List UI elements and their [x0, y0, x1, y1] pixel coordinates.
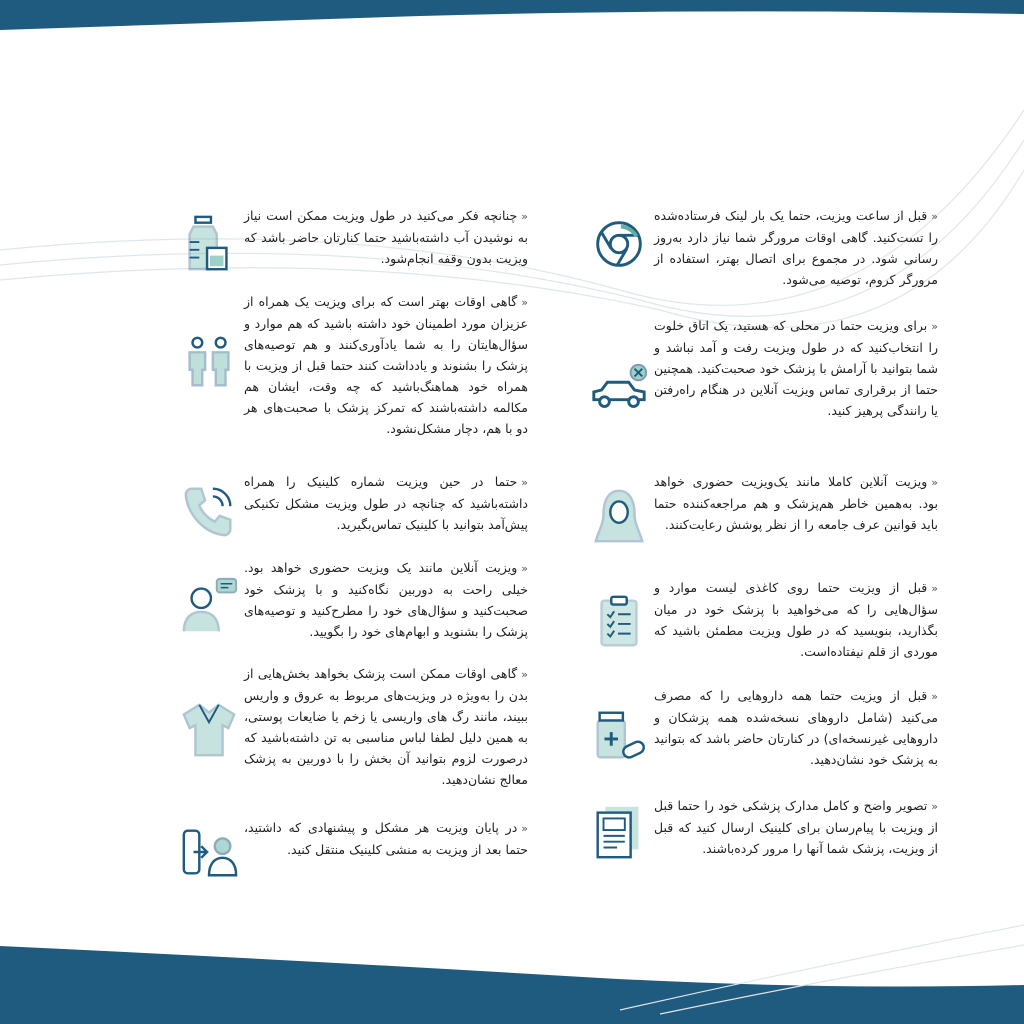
- tip-text: «تصویر واضح و کامل مدارک پزشکی خود را حتما قبل از ویزیت با پیام‌رسان برای کلینیک ارسال کنید که قبل از ویزیت، پزشک شما آنها را مرور کرده‌باشند.: [654, 798, 938, 856]
- water-bottle-icon: [174, 209, 244, 279]
- tip-text: «ویزیت آنلاین کاملا مانند یک‌ویزیت حضوری خواهد بود. به‌همین خاطر هم‌پزشک و هم مراجعه‌کننده حتما باید قوانین عرف جامعه را از نظر پوشش رعایت‌کنند.: [654, 474, 938, 532]
- car-cancel-icon: [584, 355, 654, 425]
- phone-call-icon: [174, 475, 244, 545]
- tip-clinic-number: [150, 471, 550, 545]
- medicine-icon: [584, 701, 654, 771]
- tip-dress-code: [560, 471, 960, 551]
- tip-question-list: [560, 577, 960, 662]
- tip-text: «قبل از ویزیت حتما همه داروهایی را که مصرف می‌کنید (شامل داروهای نسخه‌شده همه پزشکان و داروهایی غیرنسخه‌ای) در کنارتان حاضر باشد که بتوانید به پزشک خود نشان‌دهید.: [654, 688, 938, 767]
- tip-text: «ویزیت آنلاین مانند یک ویزیت حضوری خواهد بود. خیلی راحت به دوربین نگاه‌کنید و با پزشک خود صحبت‌کنید و سؤال‌های خود را مطرح‌کنید و توصیه‌های پزشک را بشنوید و ابهام‌های خود را بگویید.: [244, 560, 528, 639]
- documents-icon: [584, 797, 654, 867]
- tip-medical-documents: [560, 795, 960, 867]
- doctor-chat-icon: [174, 571, 244, 641]
- tip-text: «گاهی اوقات بهتر است که برای ویزیت یک همراه از عزیزان مورد اطمینان خود داشته باشید که هم موارد و سؤال‌هایتان را به شما یادآوری‌کنند و هم توصیه‌های پزشک را بشنوند و یادداشت کنند حتما قبل از ویزیت با همراه خود هماهنگ‌باشید که چه وقت، ایشان هم مکالمه داشته‌باشند که تمرکز پزشک با صحبت‌های هر دو با هم، دچار مشکل‌نشود.: [244, 294, 528, 436]
- tip-water: [150, 205, 550, 279]
- two-people-icon: [174, 327, 244, 397]
- tip-text: «حتما در حین ویزیت شماره کلینیک را همراه داشته‌باشید که چنانچه در طول ویزیت مشکل تکنیکی پیش‌آمد بتوانید با کلینیک تماس‌بگیرید.: [244, 474, 528, 532]
- tip-text: «قبل از ساعت ویزیت، حتما یک بار لینک فرستاده‌شده را تست‌کنید. گاهی اوقات مرورگر شما نیاز دارد به‌روز رسانی شود. در مجموع برای اتصال بهتر، استفاده از مرورگر کروم، توصیه می‌شود.: [654, 208, 938, 287]
- tip-medications: [560, 685, 960, 771]
- tip-text: «چنانچه فکر می‌کنید در طول ویزیت ممکن است نیاز به نوشیدن آب داشته‌باشید حتما کنارتان حاضر باشد که ویزیت بدون وقفه انجام‌شود.: [244, 208, 528, 266]
- tip-companion: [150, 291, 550, 439]
- checklist-icon: [584, 587, 654, 657]
- tip-text: «در پایان ویزیت هر مشکل و پیشنهادی که داشتید، حتما بعد از ویزیت به منشی کلینیک منتقل کنید.: [244, 820, 528, 857]
- tip-browser-test: [560, 205, 960, 290]
- shirt-icon: [174, 695, 244, 765]
- hijab-woman-icon: [584, 481, 654, 551]
- tip-quiet-room: [560, 315, 960, 425]
- tip-text: «برای ویزیت حتما در محلی که هستید، یک اتاق خلوت را انتخاب‌کنید که در طول ویزیت رفت و آمد نباشد و شما بتوانید با آرامش با پزشک خود صحبت‌کنید. همچنین حتما از برقراری تماس ویزیت آنلاین در هنگام راه‌رفتن یا رانندگی پرهیز کنید.: [654, 318, 938, 418]
- secretary-icon: [174, 817, 244, 887]
- chrome-icon: [584, 209, 654, 279]
- tip-text: «گاهی اوقات ممکن است پزشک بخواهد بخش‌هایی از بدن را به‌ویژه در ویزیت‌های مربوط به عروق و واریس ببیند، مانند رگ های واریسی یا زخم یا ضایعات پوستی، به همین دلیل لطفا لباس مناسبی به تن داشته‌باشید که درصورت لزوم بتوانید آن بخش را با دوربین به پزشک معالج نشان‌دهید.: [244, 666, 528, 787]
- tip-text: «قبل از ویزیت حتما روی کاغذی لیست موارد و سؤال‌هایی را که می‌خواهید با پزشک خود در میان بگذارید، بنویسید که در طول ویزیت مطمئن باشید که موردی از قلم نیفتاده‌است.: [654, 580, 938, 659]
- tip-talk-to-doctor: [150, 557, 550, 642]
- tip-feedback: [150, 817, 550, 887]
- tip-clothing: [150, 663, 550, 790]
